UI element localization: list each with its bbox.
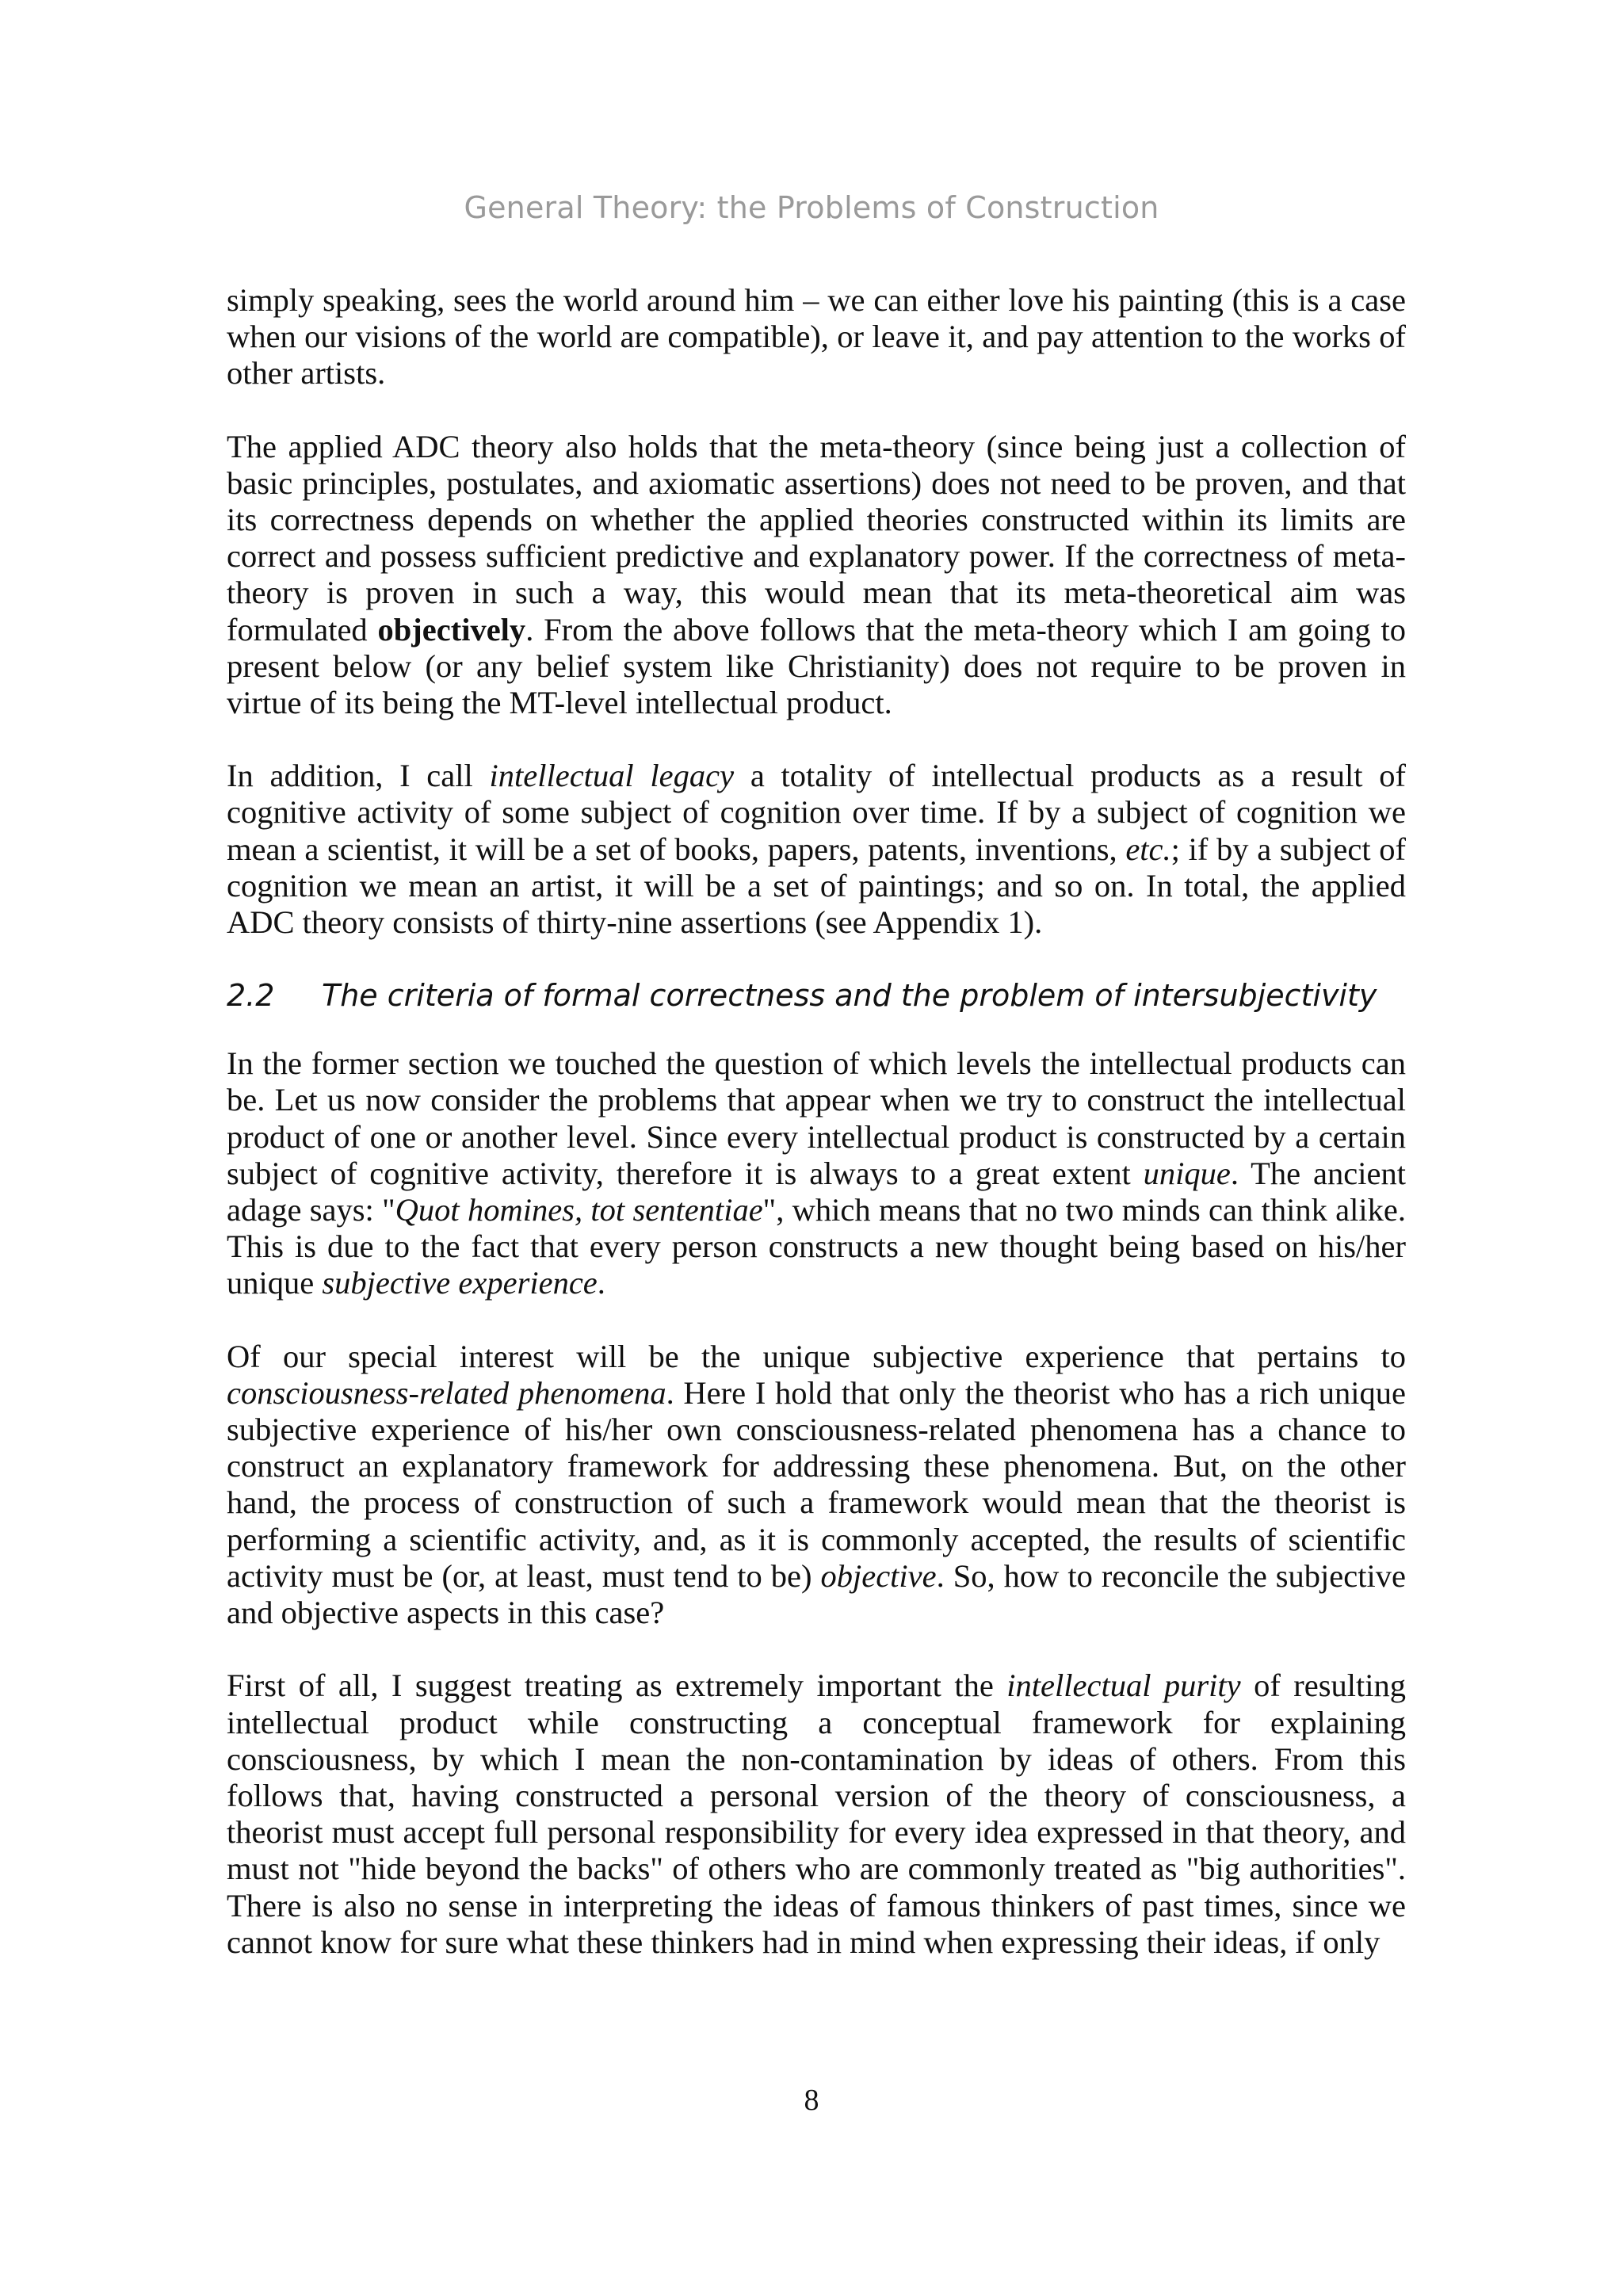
paragraph-3-emphasis-2: etc. — [1125, 831, 1171, 867]
paragraph-4-emphasis-1: unique — [1143, 1155, 1231, 1191]
paragraph-1-text: simply speaking, sees the world around him – we can either love his painting (this is a case when our visions of the world are compatible), or leave it, and pay attention to the works of other artists. — [227, 282, 1406, 392]
paragraph-6-emphasis-1: intellectual purity — [1006, 1668, 1241, 1704]
paragraph-4-text-c: ", which means that no two minds can think alike. This is due to the fact that every person constructs a new thought being based on his/her unique — [227, 1192, 1406, 1301]
paragraph-5 — [227, 1339, 1406, 1632]
paragraph-6-text-a: First of all, I suggest treating as extremely important the — [227, 1668, 1007, 1704]
paragraph-6 — [227, 1668, 1406, 1961]
paragraph-4-text-b: . The ancient adage says: " — [227, 1155, 1406, 1228]
paragraph-4-emphasis-3: subjective experience — [322, 1265, 598, 1301]
section-heading — [227, 977, 1406, 1014]
body-text — [227, 282, 1406, 1997]
paragraph-5-text-c: . So, how to reconcile the subjective and objective aspects in this case? — [227, 1557, 1406, 1631]
paragraph-4 — [227, 1045, 1406, 1301]
paragraph-1 — [227, 282, 1406, 392]
paragraph-2-text-a: The applied ADC theory also holds that the meta-theory (since being just a collection of basic principles, postulates, and axiomatic assertions) does not need to be proven, and that its correctness depends on whether the applied theories constructed within its limits are correct and possess sufficient predictive and explanatory power. If the correctness of meta-theory is proven in such a way, this would mean that its meta-theoretical aim was formulated — [227, 428, 1406, 648]
paragraph-2-text-b: . From the above follows that the meta-theory which I am going to present below (or any belief system like Christianity) does not require to be proven in virtue of its being the MT-level intellectual product. — [227, 611, 1406, 721]
paragraph-2-bold: objectively — [377, 611, 526, 648]
paragraph-5-emphasis-1: consciousness-related phenomena — [227, 1374, 666, 1411]
paragraph-3-text-c: ; if by a subject of cognition we mean an artist, it will be a set of paintings; and so on. In total, the applied ADC theory consists of thirty-nine assertions (see Appendix 1). — [227, 831, 1407, 941]
paragraph-3 — [227, 758, 1406, 941]
paragraph-5-text-b: . Here I hold that only the theorist who has a rich unique subjective experience of his/her own consciousness-related phenomena has a chance to construct an explanatory framework for addressing these phenomena. But, on the other hand, the process of construction of such a framework would mean that the theorist is performing a scientific activity, and, as it is commonly accepted, the results of scientific activity must be (or, at least, must tend to be) — [227, 1374, 1406, 1594]
paragraph-4-text-a: In the former section we touched the question of which levels the intellectual products can be. Let us now consider the problems that appear when we try to construct the intellectual product of one or another level. Since every intellectual product is constructed by a certain subject of cognitive activity, therefore it is always to a great extent — [227, 1045, 1406, 1191]
paragraph-3-emphasis-1: intellectual legacy — [489, 758, 735, 794]
paragraph-2 — [227, 429, 1406, 722]
paragraph-5-emphasis-2: objective — [820, 1557, 937, 1594]
paragraph-3-text-a: In addition, I call — [227, 758, 490, 794]
page-number: 8 — [804, 2084, 819, 2117]
paragraph-3-text-b: a totality of intellectual products as a result of cognitive activity of some subject of cognition over time. If by a subject of cognition we mean a scientist, it will be a set of books, papers, patents, inventions, — [227, 758, 1406, 867]
paragraph-5-text-a: Of our special interest will be the unique subjective experience that pertains to — [227, 1338, 1406, 1374]
section-title: The criteria of formal correctness and the problem of intersubjectivity — [322, 978, 1377, 1014]
paragraph-6-text-b: of resulting intellectual product while constructing a conceptual framework for explaining consciousness, by which I mean the non-contamination by ideas of others. From this follows that, having constructed a personal version of the theory of consciousness, a theorist must accept full personal responsibility for every idea expressed in that theory, and must not "hide beyond the backs" of others who are commonly treated as "big authorities". There is also no sense in interpreting the ideas of famous thinkers of past times, since we cannot know for sure what these thinkers had in mind when expressing their ideas, if only — [227, 1668, 1406, 1960]
paragraph-4-text-d: . — [597, 1265, 605, 1301]
paragraph-4-emphasis-2: Quot homines, tot sententiae — [395, 1192, 763, 1228]
section-number: 2.2 — [227, 978, 275, 1014]
running-header: General Theory: the Problems of Construction — [464, 190, 1159, 225]
